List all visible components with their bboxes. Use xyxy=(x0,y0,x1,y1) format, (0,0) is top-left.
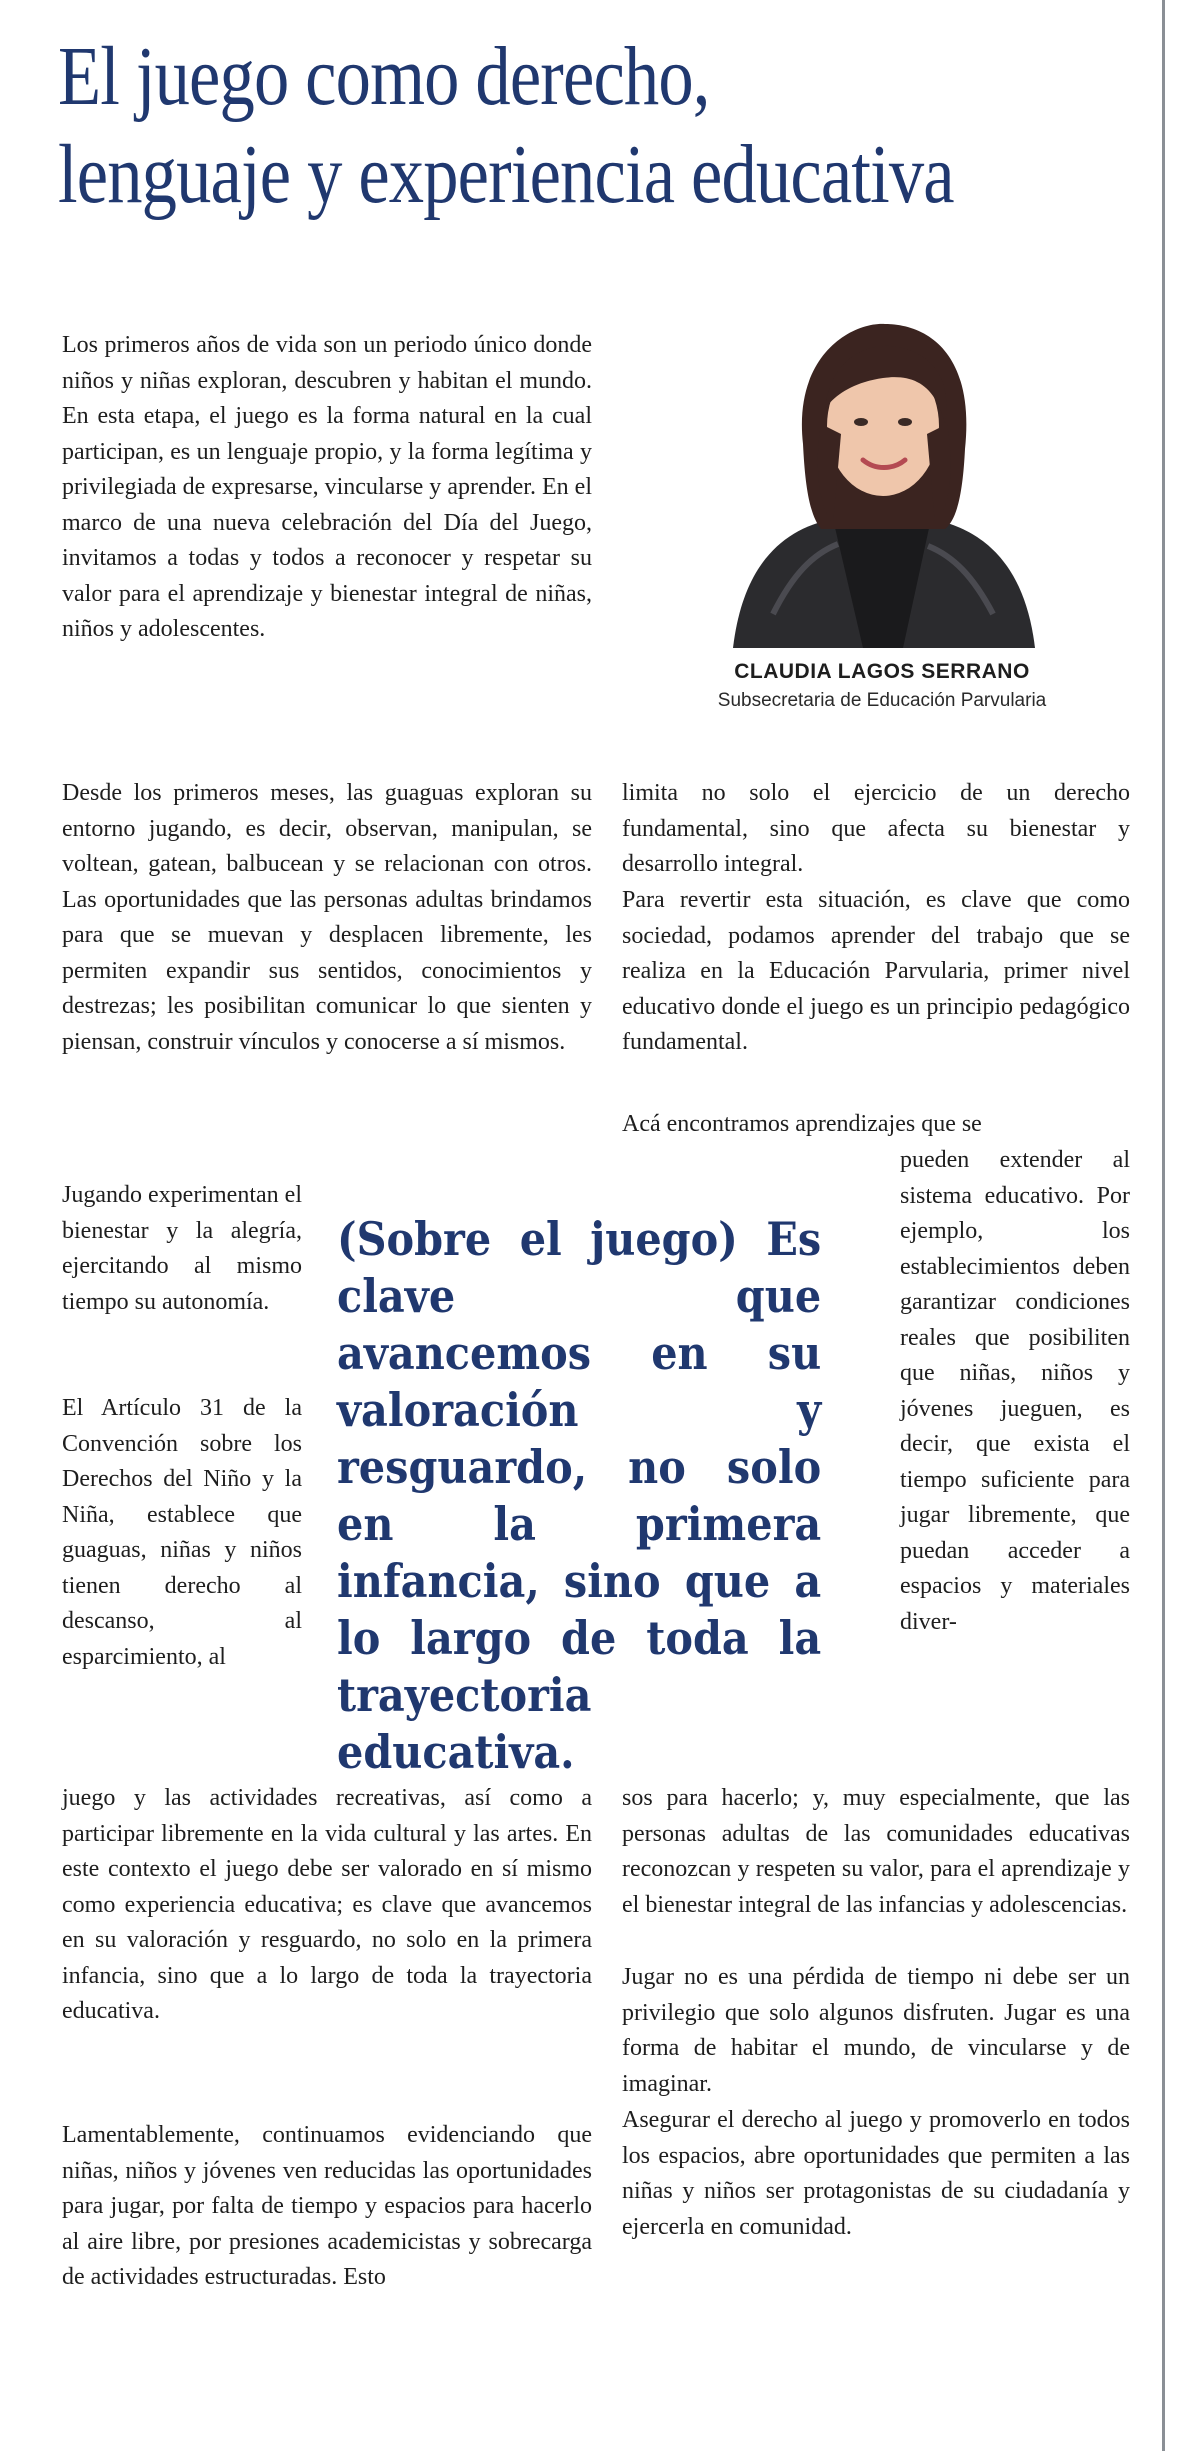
author-photo xyxy=(713,314,1051,648)
headline xyxy=(58,28,974,224)
author-role: Subsecretaria de Educación Parvularia xyxy=(717,690,1047,711)
headline-line-1: El juego como derecho, xyxy=(58,30,710,123)
paragraph-5: Lamentablemente, continuamos evidenciando que niñas, niños y jóvenes ven reducidas las oportunidades para jugar, por falta de tiempo y espacios para hacerlo al aire libre, por presiones academicistas y sobrecarga de actividades estructuradas. Esto xyxy=(62,2122,592,2290)
paragraph-3: Jugando experimentan el bienestar y la alegría, ejercitando al mismo tiempo su autonomía. xyxy=(62,1182,302,1315)
pull-quote: (Sobre el juego) Es clave que avancemos en su valoración y resguardo, no solo en la primera infancia, sino que a lo largo de toda la trayectoria educativa. xyxy=(337,1212,822,1779)
paragraph-2: Desde los primeros meses, las guaguas exploran su entorno jugando, es decir, observan, manipulan, se voltean, gatean, balbucean y se relacionan con otros. Las oportunidades que las personas adultas brindamos para que se muevan y desplacen libremente, les permiten expandir sus sentidos, conocimientos y destrezas; les posibilitan comunicar lo que sienten y piensan, construir vínculos y conocerse a sí mismos. xyxy=(62,780,592,1055)
paragraph-9: Jugar no es una pérdida de tiempo ni debe ser un privilegio que solo algunos disfruten. Jugar es una forma de habitar el mundo, de vincularse y de imaginar. xyxy=(622,1964,1130,2097)
paragraph-8-head: Acá encontramos aprendizajes que se xyxy=(622,1111,982,1137)
column-rule xyxy=(1162,0,1165,2451)
paragraph-4: juego y las actividades recreativas, así como a participar libremente en la vida cultural y las artes. En este contexto el juego debe ser valorado en sí mismo como experiencia educativa; es clave que avancemos en su valoración y resguardo, no solo en la primera infancia, sino que a lo largo de toda la trayectoria educativa. xyxy=(62,1785,592,2024)
paragraph-7: Para revertir esta situación, es clave que como sociedad, podamos aprender del trabajo que se realiza en la Educación Parvularia, primer nivel educativo donde el juego es un principio pedagógico fundamental. xyxy=(622,887,1130,1055)
author-portrait-icon xyxy=(713,314,1051,648)
headline-line-2: lenguaje y experiencia educativa xyxy=(58,128,954,221)
paragraph-4-wrap: El Artículo 31 de la Convención sobre los Derechos del Niño y la Niña, establece que guaguas, niñas y niños tienen derecho al descanso, al esparcimiento, al xyxy=(62,1395,302,1670)
paragraph-8: sos para hacerlo; y, muy especialmente, que las personas adultas de las comunidades educativas reconozcan y respeten su valor, para el aprendizaje y el bienestar integral de las infancias y adolescencias. xyxy=(622,1785,1130,1918)
paragraph-8-wrap: pueden extender al sistema educativo. Por ejemplo, los establecimientos deben garantizar condiciones reales que posibiliten que niñas, niños y jóvenes jueguen, es decir, que exista el tiempo suficiente para jugar libremente, que puedan acceder a espacios y materiales diver- xyxy=(900,1147,1130,1635)
paragraph-intro: Los primeros años de vida son un periodo único donde niños y niñas exploran, descubren y habitan el mundo. En esta etapa, el juego es la forma natural en la cual participan, es un lenguaje propio, y la forma legítima y privilegiada de expresarse, vincularse y aprender. En el marco de una nueva celebración del Día del Juego, invitamos a todas y todos a reconocer y respetar su valor para el aprendizaje y bienestar integral de niñas, niños y adolescentes. xyxy=(62,332,592,642)
paragraph-10: Asegurar el derecho al juego y promoverlo en todos los espacios, abre oportunidades que permiten a las niñas y niños ser protagonistas de su ciudadanía y ejercerla en comunidad. xyxy=(622,2107,1130,2240)
paragraph-6: limita no solo el ejercicio de un derecho fundamental, sino que afecta su bienestar y desarrollo integral. xyxy=(622,780,1130,877)
author-name: CLAUDIA LAGOS SERRANO xyxy=(734,660,1030,683)
